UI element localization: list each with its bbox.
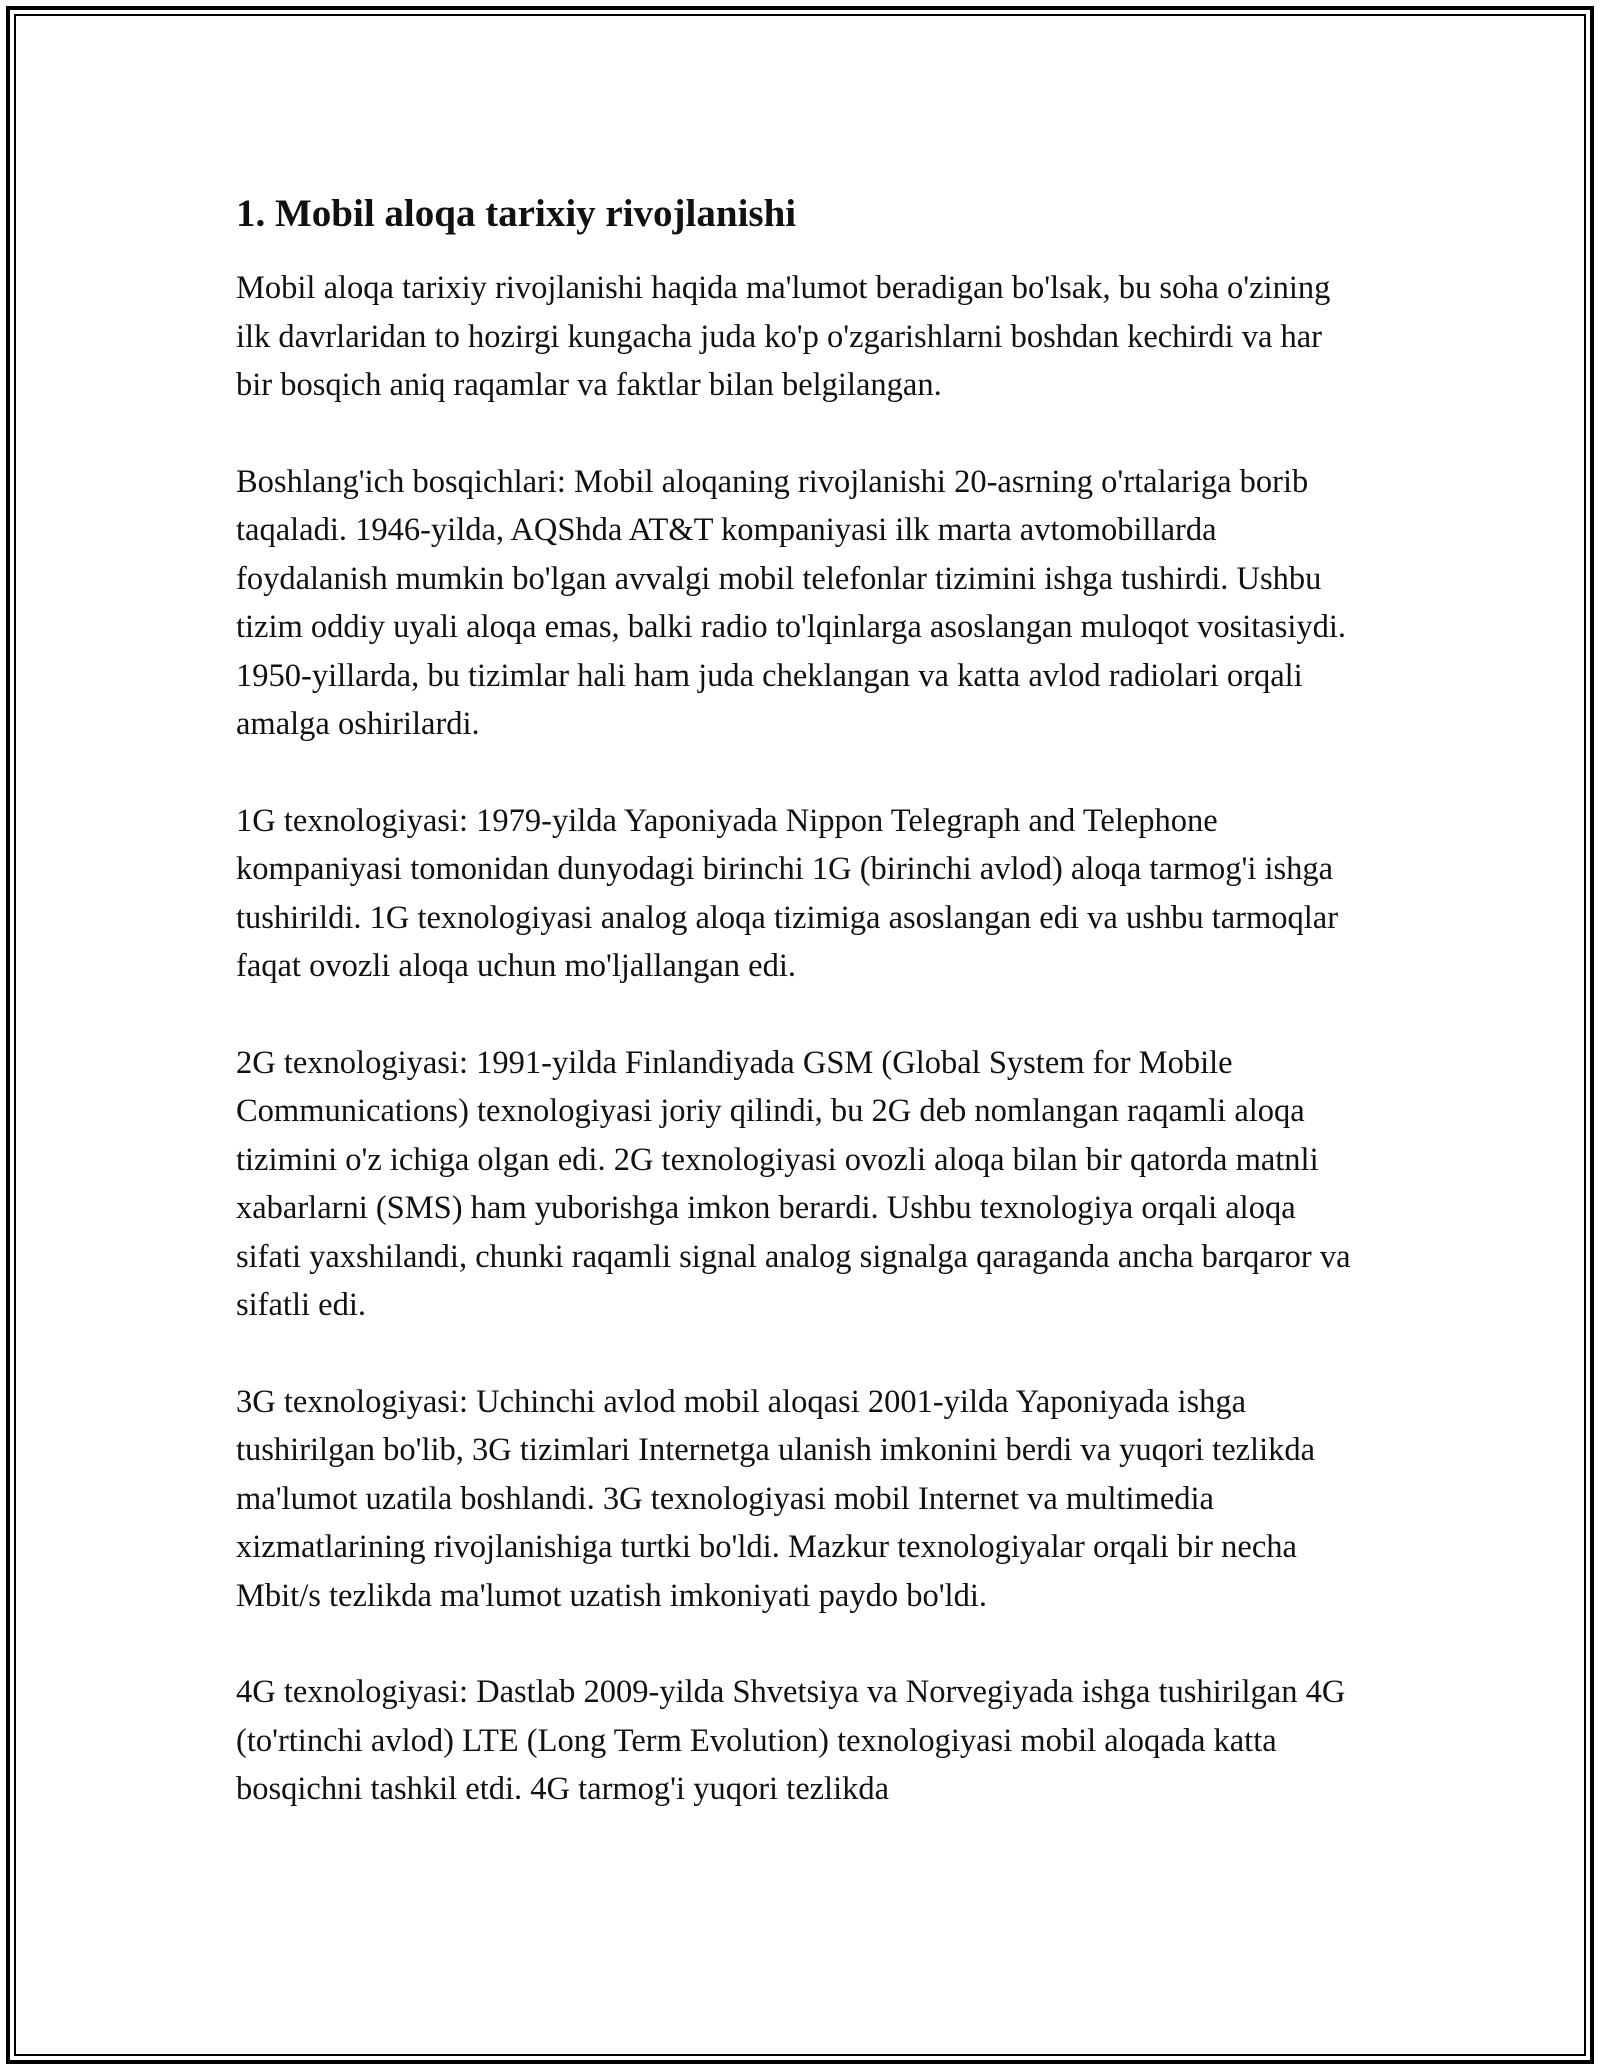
paragraph-intro: Mobil aloqa tarixiy rivojlanishi haqida ma'lumot beradigan bo'lsak, bu soha o'zining ilk davrlaridan to hozirgi kungacha juda ko'p o'zgarishlarni boshdan kechirdi va har bir bosqich aniq raqamlar va faktlar bilan belgilangan. [236, 270, 1331, 403]
section-heading: 1. Mobil aloqa tarixiy rivojlanishi [236, 192, 797, 235]
paragraph-2g: 2G texnologiyasi: 1991-yilda Finlandiyada GSM (Global System for Mobile Communications) texnologiyasi joriy qilindi, bu 2G deb nomlangan raqamli aloqa tizimini o'z ichiga olgan edi. 2G texnologiyasi ovozli aloqa bilan bir qatorda matnli xabarlarni (SMS) ham yuborishga imkon berardi. Ushbu texnologiya orqali aloqa sifati yaxshilandi, chunki raqamli signal analog signalga qaraganda ancha barqaror va sifatli edi. [236, 1044, 1351, 1323]
paragraph-3g: 3G texnologiyasi: Uchinchi avlod mobil aloqasi 2001-yilda Yaponiyada ishga tushirilgan bo'lib, 3G tizimlari Internetga ulanish imkonini berdi va yuqori tezlikda ma'lumot uzatila boshlandi. 3G texnologiyasi mobil Internet va multimedia xizmatlarining rivojlanishiga turtki bo'ldi. Mazkur texnologiyalar orqali bir necha Mbit/s tezlikda ma'lumot uzatish imkoniyati paydo bo'ldi. [236, 1383, 1316, 1614]
paragraph-4g: 4G texnologiyasi: Dastlab 2009-yilda Shvetsiya va Norvegiyada ishga tushirilgan 4G (to'rtinchi avlod) LTE (Long Term Evolution) texnologiyasi mobil aloqada katta bosqichni tashkil etdi. 4G tarmog'i yuqori tezlikda [236, 1674, 1346, 1807]
paragraph-1g: 1G texnologiyasi: 1979-yilda Yaponiyada Nippon Telegraph and Telephone kompaniyasi tomonidan dunyodagi birinchi 1G (birinchi avlod) aloqa tarmog'i ishga tushirildi. 1G texnologiyasi analog aloqa tizimiga asoslangan edi va ushbu tarmoqlar faqat ovozli aloqa uchun mo'ljallangan edi. [236, 802, 1339, 984]
document-body [236, 186, 1364, 1862]
paragraph-early-stages: Boshlang'ich bosqichlari: Mobil aloqaning rivojlanishi 20-asrning o'rtalariga borib taqaladi. 1946-yilda, AQShda AT&T kompaniyasi ilk marta avtomobillarda foydalanish mumkin bo'lgan avvalgi mobil telefonlar tizimini ishga tushirdi. Ushbu tizim oddiy uyali aloqa emas, balki radio to'lqinlarga asoslangan muloqot vositasiydi. 1950-yillarda, bu tizimlar hali ham juda cheklangan va katta avlod radiolari orqali amalga oshirilardi. [236, 463, 1347, 742]
